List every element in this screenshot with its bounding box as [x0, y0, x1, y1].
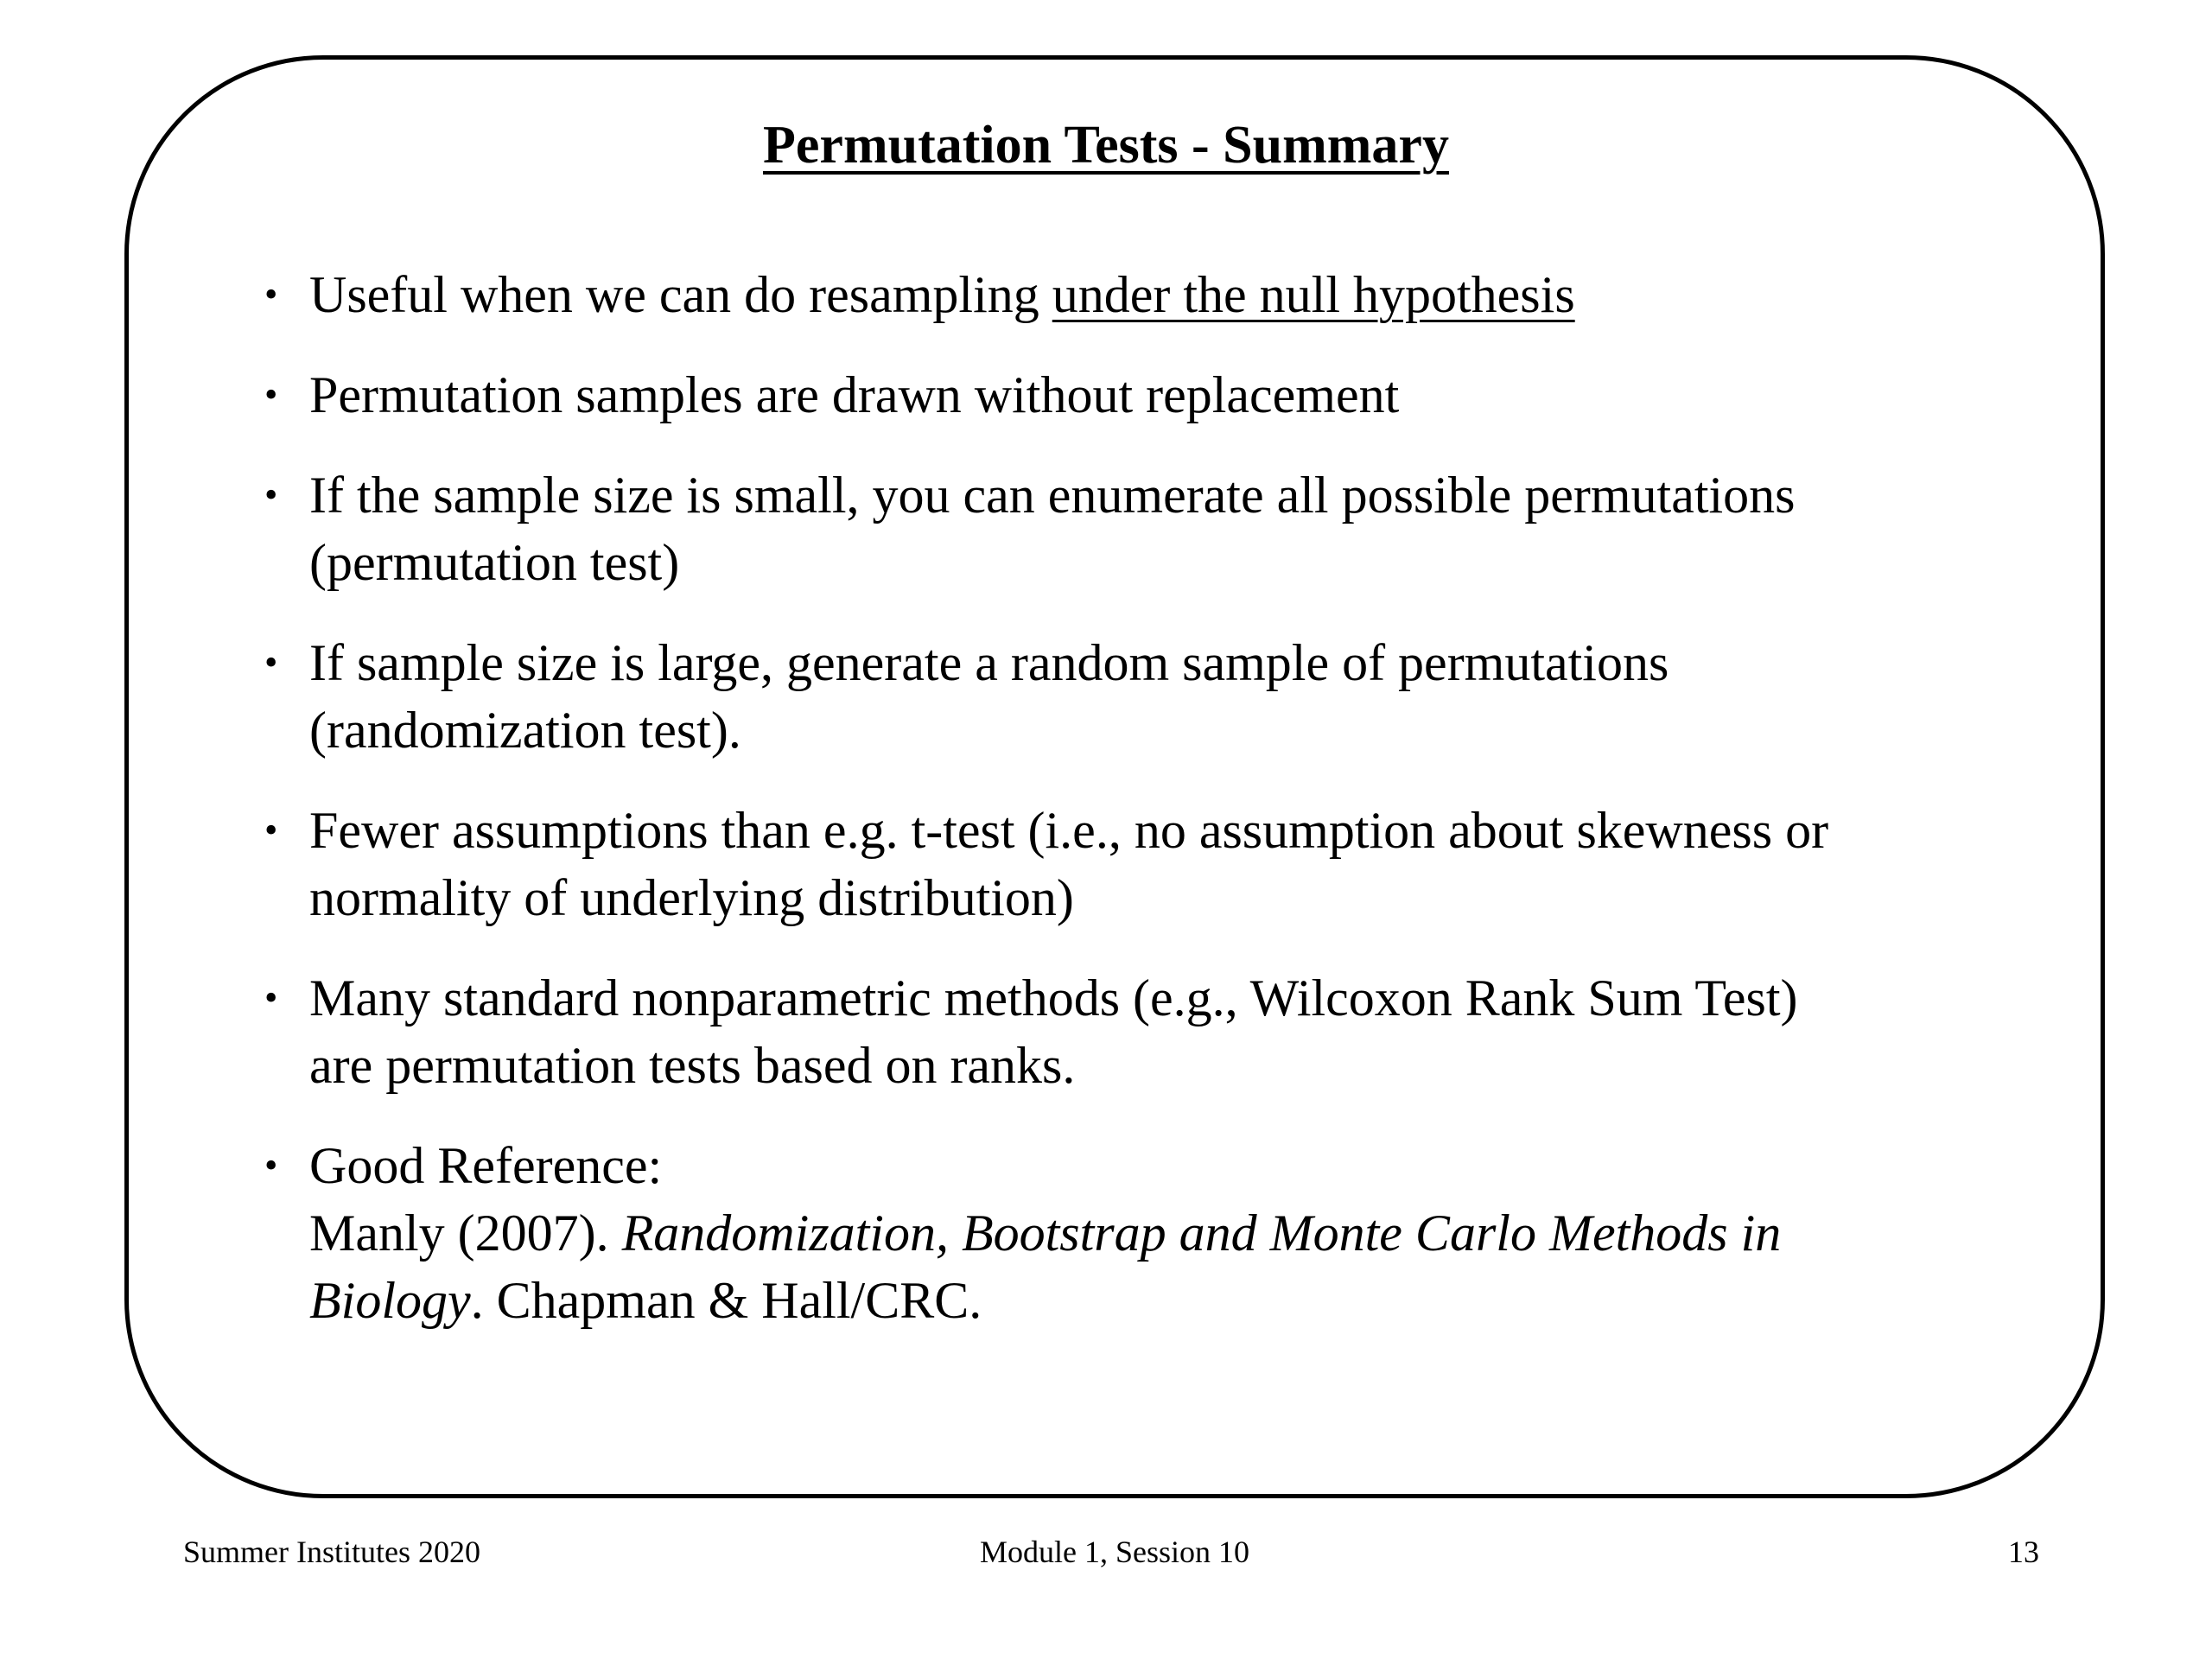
bullet-item-null-hypothesis: [264, 261, 2010, 328]
reference-heading: Good Reference:: [309, 1137, 663, 1194]
reference-author: Manly (2007).: [309, 1205, 622, 1262]
reference-citation-line-2: [309, 1267, 2010, 1334]
bullet-text-line-2: are permutation tests based on ranks.: [309, 1037, 1076, 1094]
bullet-item-nonparametric: [264, 964, 2010, 1099]
reference-publisher: . Chapman & Hall/CRC.: [470, 1272, 982, 1329]
bullet-text-line-1: Many standard nonparametric methods (e.g., Wilcoxon Rank Sum Test): [309, 969, 1798, 1027]
bullet-text-line-1: Fewer assumptions than e.g. t-test (i.e., no assumption about skewness or: [309, 802, 1829, 859]
bullet-marker: •: [264, 474, 278, 516]
footer-institute: Summer Institutes 2020: [183, 1535, 480, 1569]
bullet-text-underlined: under the null hypothesis: [1052, 266, 1575, 323]
bullet-item-large-sample: [264, 629, 2010, 764]
bullet-marker: •: [264, 976, 278, 1019]
bullet-marker: •: [264, 273, 278, 315]
bullet-item-small-sample: [264, 461, 2010, 596]
bullet-text-line-2: (permutation test): [309, 534, 680, 591]
reference-book-title-end: Biology: [309, 1272, 471, 1329]
bullet-marker: •: [264, 1144, 278, 1186]
bullet-marker: •: [264, 641, 278, 683]
bullet-text: Useful when we can do resampling: [309, 266, 1052, 323]
reference-citation-line-1: [309, 1199, 2010, 1267]
bullet-item-fewer-assumptions: [264, 797, 2010, 931]
slide-title: [0, 111, 2212, 180]
bullet-text-line-1: If the sample size is small, you can enumerate all possible permutations: [309, 467, 1796, 524]
bullet-marker: •: [264, 373, 278, 416]
bullet-list: [264, 261, 2010, 1367]
slide-title-text: Permutation Tests - Summary: [763, 116, 1449, 175]
reference-book-title: Randomization, Bootstrap and Monte Carlo Methods in: [621, 1205, 1782, 1262]
bullet-marker: •: [264, 809, 278, 851]
bullet-item-without-replacement: [264, 361, 2010, 429]
bullet-item-reference: [264, 1132, 2010, 1334]
bullet-text-line-1: If sample size is large, generate a random sample of permutations: [309, 634, 1669, 691]
bullet-text: Permutation samples are drawn without replacement: [309, 366, 1400, 423]
footer-session: Module 1, Session 10: [979, 1535, 1249, 1569]
bullet-text-line-2: normality of underlying distribution): [309, 869, 1074, 926]
bullet-text-line-2: (randomization test).: [309, 702, 741, 759]
footer-page-number: 13: [2008, 1535, 2039, 1569]
